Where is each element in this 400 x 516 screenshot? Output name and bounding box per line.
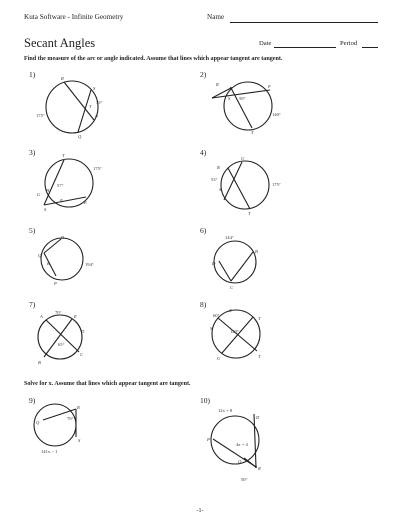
- point-label: Q: [78, 134, 82, 139]
- measure-label: 141x − 1: [41, 449, 58, 454]
- secant-line: [224, 162, 242, 200]
- measure-label: 70°: [67, 416, 74, 421]
- point-label: S: [44, 207, 47, 212]
- problem-8-number: 8): [200, 300, 207, 309]
- point-label: R: [216, 82, 219, 87]
- secant-line: [44, 319, 72, 357]
- measure-label: 50°: [239, 96, 246, 101]
- measure-label: 175°: [272, 182, 281, 187]
- measure-label: 57°: [57, 183, 64, 188]
- point-label: T: [258, 316, 261, 321]
- secant-line: [222, 317, 253, 353]
- problem-1-number: 1): [29, 70, 36, 79]
- measure-label: 175°: [93, 166, 102, 171]
- point-label: B: [255, 249, 258, 254]
- point-label: R: [77, 405, 80, 410]
- instructions-part1: Find the measure of the arc or angle indicated. Assume that lines which appear tangent are tangent.: [24, 56, 283, 62]
- problem-7-figure: [38, 310, 85, 365]
- problem-10-figure: [206, 408, 261, 482]
- point-label: B: [38, 360, 41, 365]
- problem-2-figure: [212, 82, 281, 135]
- measure-label: 4x + 4: [236, 442, 248, 447]
- problem-2-number: 2): [200, 70, 207, 79]
- measure-label: 53°: [211, 177, 218, 182]
- point-label: C: [80, 352, 84, 357]
- measure-label: 120°: [230, 329, 239, 334]
- problem-5-figure: [38, 235, 94, 286]
- page-title: Secant Angles: [24, 36, 96, 50]
- point-label: T: [248, 211, 251, 216]
- problem-3-number: 3): [29, 148, 36, 157]
- point-label: Q: [38, 253, 42, 258]
- measure-label: 144°: [225, 235, 234, 240]
- name-label: Name: [207, 13, 225, 21]
- measure-label: 35°: [96, 100, 103, 105]
- point-label: A: [40, 314, 43, 319]
- secant-line: [44, 239, 61, 253]
- point-label: D: [81, 329, 85, 334]
- problem-3-figure: [37, 153, 102, 212]
- worksheet-source: Kuta Software - Infinite Geometry: [24, 13, 124, 21]
- secant-line: [78, 90, 91, 132]
- vertex-dot: [230, 87, 232, 89]
- vertex-dot: [255, 466, 257, 468]
- point-label: C: [230, 285, 234, 290]
- point-label: E: [84, 200, 87, 205]
- point-label: S: [78, 438, 81, 443]
- point-label: P: [54, 281, 57, 286]
- measure-label: 60°: [213, 313, 220, 318]
- point-label: F: [268, 84, 271, 89]
- period-label: Period: [340, 40, 358, 47]
- point-label: U: [241, 156, 245, 161]
- problem-6-figure: [211, 235, 258, 290]
- point-label: R: [61, 76, 64, 81]
- measure-label: 65°: [58, 342, 65, 347]
- point-label: A: [95, 113, 98, 118]
- point-label: Q: [238, 459, 242, 464]
- problem-9-figure: [34, 404, 81, 454]
- problem-5-number: 5): [29, 226, 36, 235]
- problem-9-number: 9): [29, 396, 36, 405]
- point-label: S: [228, 96, 231, 101]
- point-label: Q: [36, 420, 40, 425]
- problem-1-figure: [36, 76, 103, 139]
- point-label: X: [229, 308, 232, 313]
- point-label: G: [37, 192, 41, 197]
- problem-6-number: 6): [200, 226, 207, 235]
- point-label: R: [258, 466, 261, 471]
- problem-10-number: 10): [200, 396, 210, 405]
- problem-8-figure: [210, 308, 261, 361]
- secant-line: [228, 168, 250, 209]
- page-number: -1-: [196, 508, 204, 514]
- point-label: U: [217, 356, 221, 361]
- circle: [211, 416, 259, 464]
- circle: [38, 315, 82, 359]
- tangent-line: [254, 414, 256, 467]
- measure-label: 70°: [55, 310, 62, 315]
- problem-4-figure: [211, 156, 281, 216]
- point-label: P: [207, 437, 210, 442]
- point-label: T: [251, 130, 254, 135]
- measure-label: 140°: [272, 112, 281, 117]
- instructions-part2: Solve for x. Assume that lines which appear tangent are tangent.: [24, 381, 191, 387]
- point-label: D: [212, 261, 216, 266]
- point-label: H: [46, 188, 50, 193]
- point-label: R: [47, 261, 50, 266]
- point-label: B: [61, 235, 64, 240]
- measure-label: 50°: [241, 477, 248, 482]
- point-label: S: [93, 86, 96, 91]
- date-label: Date: [259, 40, 272, 47]
- point-label: E: [74, 314, 77, 319]
- point-label: T: [62, 153, 65, 158]
- circle: [34, 404, 76, 446]
- point-label: S: [210, 326, 213, 331]
- measure-label: 194°: [85, 262, 94, 267]
- measure-label: 175°: [36, 113, 45, 118]
- point-label: T: [89, 104, 92, 109]
- problem-4-number: 4): [200, 148, 207, 157]
- problem-7-number: 7): [29, 300, 36, 309]
- point-label: F: [60, 198, 63, 203]
- circle: [214, 241, 256, 283]
- point-label: R: [217, 165, 220, 170]
- point-label: S: [219, 187, 222, 192]
- point-label: D: [256, 415, 260, 420]
- measure-label: 12x + 8: [218, 408, 233, 413]
- point-label: T: [258, 354, 261, 359]
